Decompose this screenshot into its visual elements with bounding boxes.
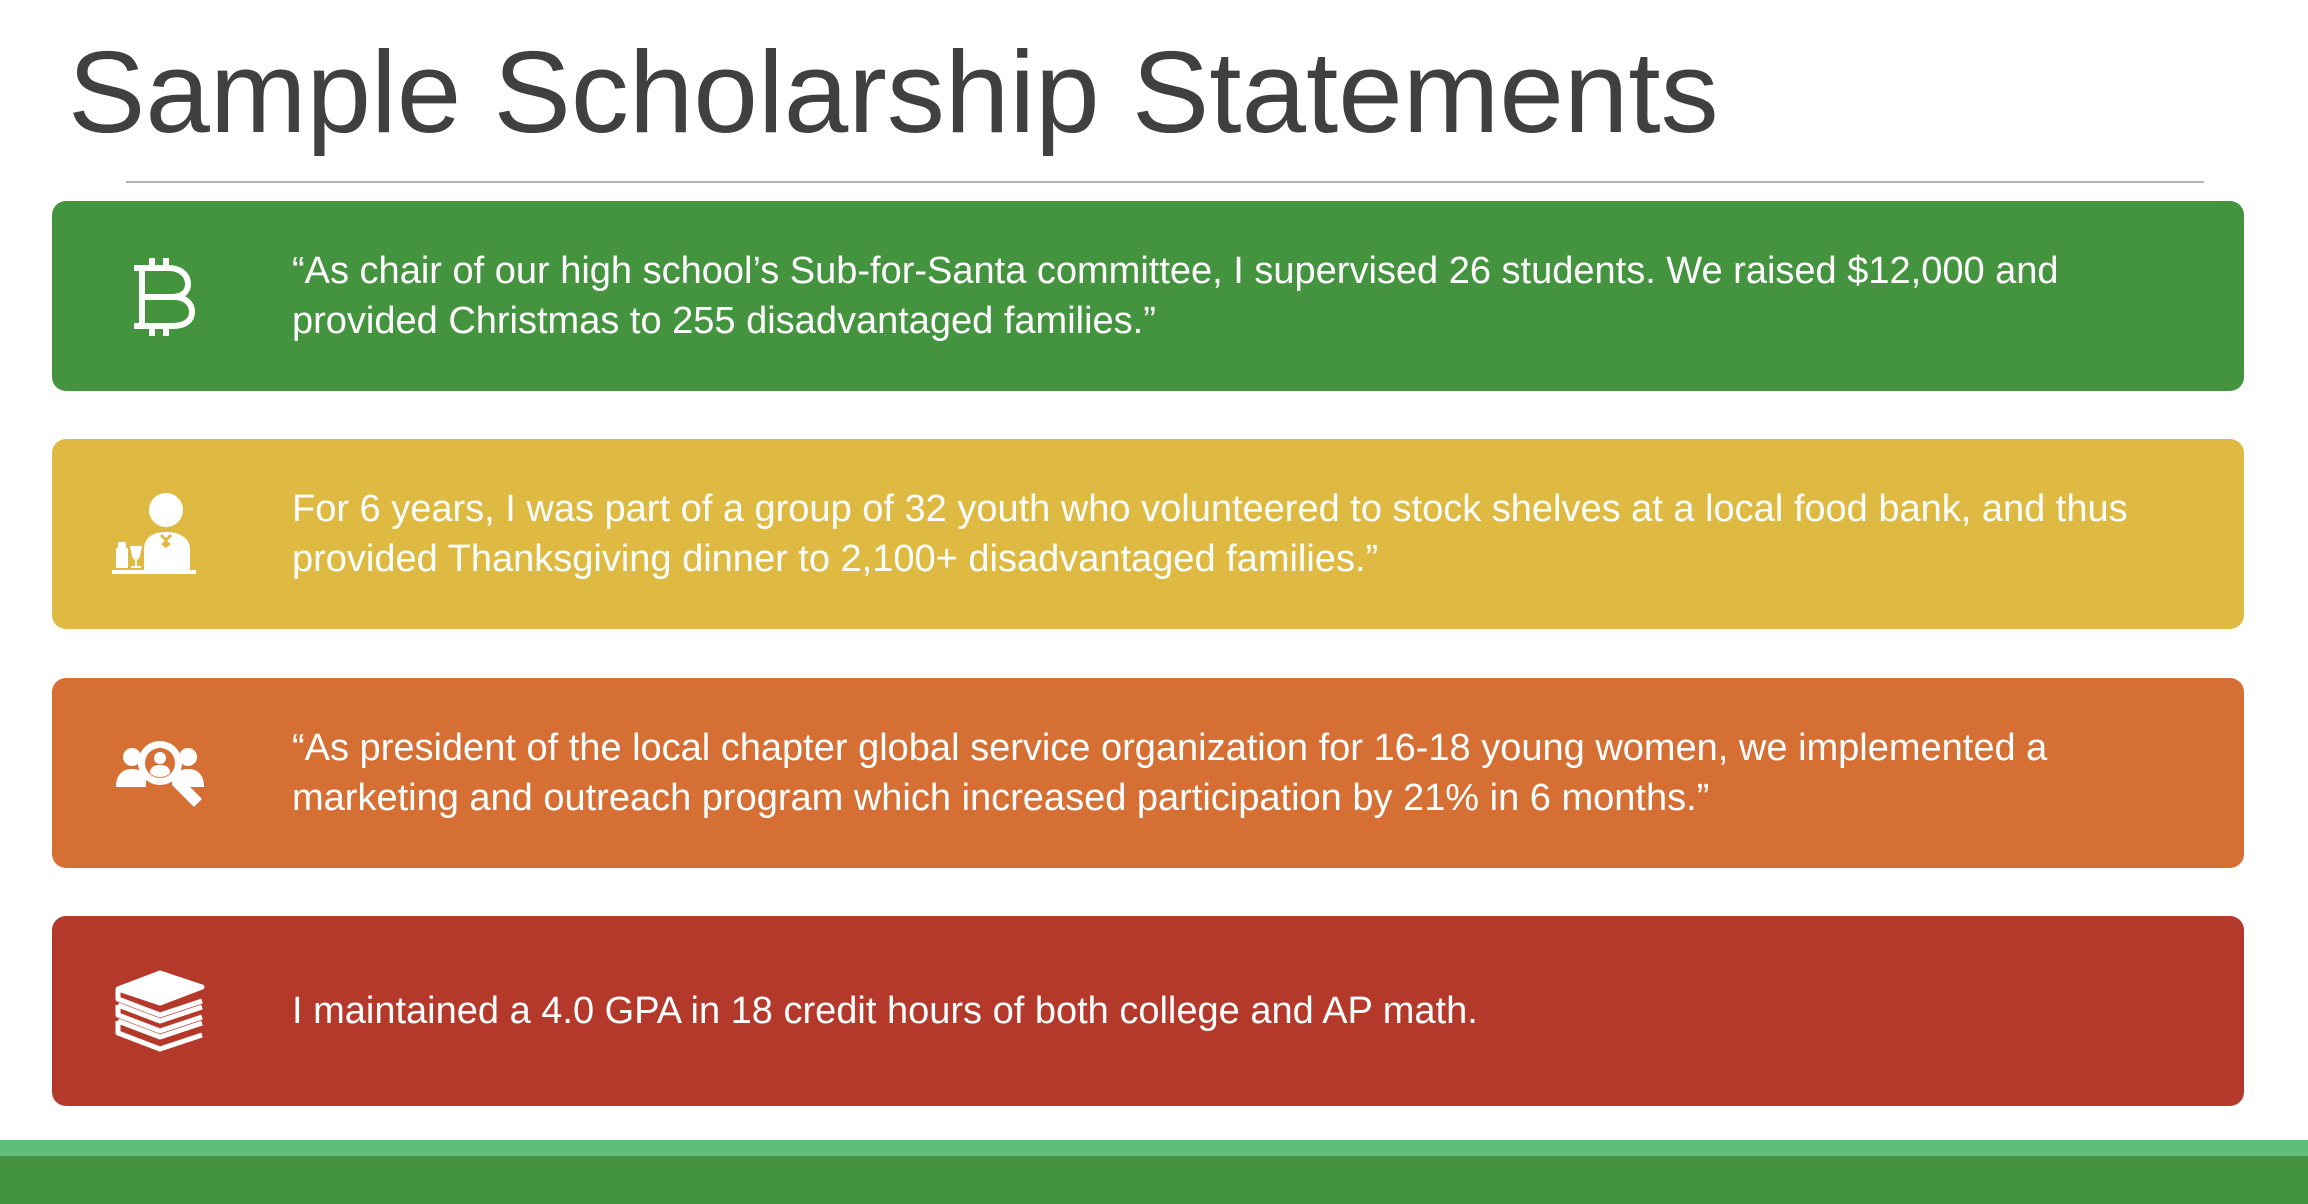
statement-text: For 6 years, I was part of a group of 32 youth who volunteered to stock shelves at a local food bank, and thus provided Thanksgiving dinner to 2,100+ disadvantaged families.” bbox=[292, 488, 2128, 580]
statement-text: “As chair of our high school’s Sub-for-Santa committee, I supervised 26 students. We raised $12,000 and provided Christmas to 255 disadvantaged families.” bbox=[292, 250, 2059, 342]
statement-text: “As president of the local chapter global service organization for 16-18 young women, we implemented a marketing and outreach program which increased participation by 21% in 6 months.” bbox=[292, 727, 2048, 819]
footer-accent-bar bbox=[0, 1140, 2308, 1156]
slide-title: Sample Scholarship Statements bbox=[68, 27, 1719, 157]
statement-card-3 bbox=[52, 678, 2244, 868]
statement-card-2 bbox=[52, 439, 2244, 629]
waiter-icon bbox=[110, 484, 210, 584]
books-stack-icon bbox=[110, 961, 210, 1061]
footer-bar bbox=[0, 1156, 2308, 1204]
statement-card-1 bbox=[52, 201, 2244, 391]
statement-text: I maintained a 4.0 GPA in 18 credit hours of both college and AP math. bbox=[292, 990, 1478, 1032]
title-divider bbox=[126, 181, 2204, 183]
people-search-icon bbox=[110, 723, 210, 823]
bitcoin-icon bbox=[110, 246, 210, 346]
statement-card-4 bbox=[52, 916, 2244, 1106]
